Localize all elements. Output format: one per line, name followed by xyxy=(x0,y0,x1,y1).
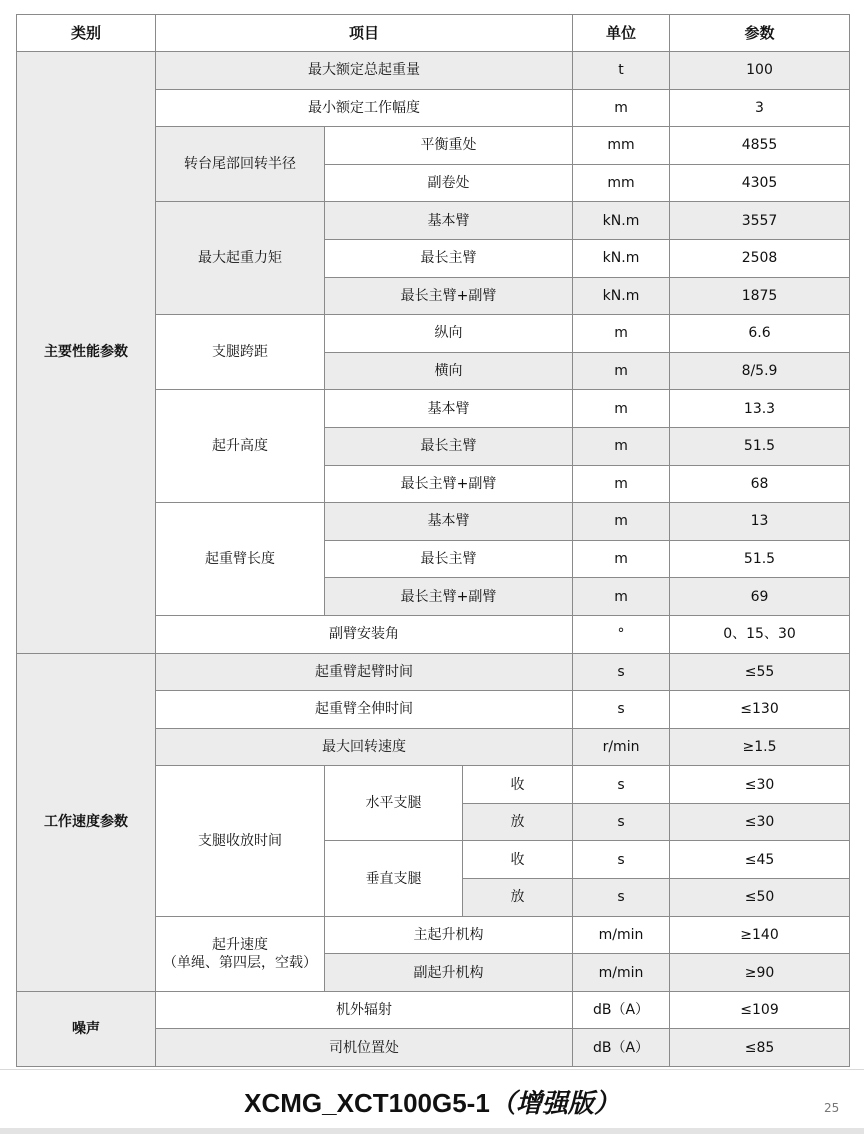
unit-cell: m xyxy=(573,578,670,616)
unit-cell: m/min xyxy=(573,954,670,992)
unit-cell: s xyxy=(573,879,670,917)
unit-cell: m xyxy=(573,89,670,127)
unit-cell: r/min xyxy=(573,728,670,766)
value-cell: ≥90 xyxy=(670,954,850,992)
category-noise: 噪声 xyxy=(17,991,156,1066)
footer-divider xyxy=(0,1069,864,1070)
unit-cell: m xyxy=(573,427,670,465)
value-cell: 13 xyxy=(670,503,850,541)
item-cell: 最大回转速度 xyxy=(156,728,573,766)
value-cell: 3557 xyxy=(670,202,850,240)
item-cell: 最大额定总起重量 xyxy=(156,52,573,90)
unit-cell: kN.m xyxy=(573,239,670,277)
value-cell: ≥140 xyxy=(670,916,850,954)
unit-cell: m xyxy=(573,540,670,578)
unit-cell: dB（A） xyxy=(573,991,670,1029)
unit-cell: kN.m xyxy=(573,277,670,315)
value-cell: ≤50 xyxy=(670,879,850,917)
value-cell: ≤109 xyxy=(670,991,850,1029)
header-unit: 单位 xyxy=(573,15,670,52)
category-main: 主要性能参数 xyxy=(17,52,156,654)
unit-cell: mm xyxy=(573,164,670,202)
group-cell: 起重臂长度 xyxy=(156,503,325,616)
item-cell: 机外辐射 xyxy=(156,991,573,1029)
item-cell: 副臂安装角 xyxy=(156,615,573,653)
value-cell: 1875 xyxy=(670,277,850,315)
item-cell: 最长主臂+副臂 xyxy=(325,578,573,616)
value-cell: 3 xyxy=(670,89,850,127)
footer-title xyxy=(0,1083,864,1120)
unit-cell: m xyxy=(573,315,670,353)
unit-cell: ° xyxy=(573,615,670,653)
footer-model: XCMG_XCT100G5-1 xyxy=(244,1088,490,1118)
unit-cell: s xyxy=(573,803,670,841)
value-cell: 51.5 xyxy=(670,540,850,578)
item-cell: 副卷处 xyxy=(325,164,573,202)
unit-cell: s xyxy=(573,691,670,729)
header-item: 项目 xyxy=(156,15,573,52)
item-cell: 基本臂 xyxy=(325,390,573,428)
item-cell: 起重臂起臂时间 xyxy=(156,653,573,691)
value-cell: ≤85 xyxy=(670,1029,850,1067)
value-cell: 4855 xyxy=(670,127,850,165)
table-row xyxy=(17,991,850,1029)
unit-cell: kN.m xyxy=(573,202,670,240)
value-cell: ≤45 xyxy=(670,841,850,879)
group-cell: 支腿收放时间 xyxy=(156,766,325,916)
unit-cell: m xyxy=(573,503,670,541)
item-cell: 主起升机构 xyxy=(325,916,573,954)
unit-cell: s xyxy=(573,841,670,879)
value-cell: 100 xyxy=(670,52,850,90)
item-cell: 放 xyxy=(463,879,573,917)
group-cell: 支腿跨距 xyxy=(156,315,325,390)
value-cell: 0、15、30 xyxy=(670,615,850,653)
item-cell: 最长主臂 xyxy=(325,540,573,578)
item-cell: 放 xyxy=(463,803,573,841)
item-cell: 收 xyxy=(463,841,573,879)
value-cell: ≤30 xyxy=(670,803,850,841)
hoist-speed-note: （单绳、第四层，空载） xyxy=(163,954,317,971)
value-cell: 2508 xyxy=(670,239,850,277)
value-cell: ≥1.5 xyxy=(670,728,850,766)
item-cell: 平衡重处 xyxy=(325,127,573,165)
item-cell: 司机位置处 xyxy=(156,1029,573,1067)
item-cell: 最长主臂+副臂 xyxy=(325,277,573,315)
unit-cell: dB（A） xyxy=(573,1029,670,1067)
group-cell: 最大起重力矩 xyxy=(156,202,325,315)
bottom-strip xyxy=(0,1128,864,1134)
value-cell: 13.3 xyxy=(670,390,850,428)
value-cell: ≤30 xyxy=(670,766,850,804)
header-param: 参数 xyxy=(670,15,850,52)
footer-edition: （增强版） xyxy=(489,1088,620,1118)
item-cell: 最小额定工作幅度 xyxy=(156,89,573,127)
subgroup-cell: 垂直支腿 xyxy=(325,841,463,916)
hoist-speed-label: 起升速度 xyxy=(212,936,268,953)
item-cell: 副起升机构 xyxy=(325,954,573,992)
item-cell: 横向 xyxy=(325,352,573,390)
table-row xyxy=(17,52,850,90)
group-cell xyxy=(156,916,325,991)
unit-cell: m xyxy=(573,390,670,428)
value-cell: 51.5 xyxy=(670,427,850,465)
item-cell: 基本臂 xyxy=(325,202,573,240)
unit-cell: m/min xyxy=(573,916,670,954)
category-speed: 工作速度参数 xyxy=(17,653,156,991)
header-category: 类别 xyxy=(17,15,156,52)
item-cell: 最长主臂 xyxy=(325,427,573,465)
unit-cell: mm xyxy=(573,127,670,165)
unit-cell: s xyxy=(573,766,670,804)
item-cell: 纵向 xyxy=(325,315,573,353)
subgroup-cell: 水平支腿 xyxy=(325,766,463,841)
item-cell: 起重臂全伸时间 xyxy=(156,691,573,729)
value-cell: ≤55 xyxy=(670,653,850,691)
unit-cell: t xyxy=(573,52,670,90)
unit-cell: m xyxy=(573,465,670,503)
item-cell: 最长主臂+副臂 xyxy=(325,465,573,503)
value-cell: 8/5.9 xyxy=(670,352,850,390)
value-cell: 69 xyxy=(670,578,850,616)
value-cell: ≤130 xyxy=(670,691,850,729)
item-cell: 基本臂 xyxy=(325,503,573,541)
item-cell: 收 xyxy=(463,766,573,804)
value-cell: 6.6 xyxy=(670,315,850,353)
unit-cell: m xyxy=(573,352,670,390)
unit-cell: s xyxy=(573,653,670,691)
page-number: 25 xyxy=(824,1101,840,1115)
group-cell: 起升高度 xyxy=(156,390,325,503)
value-cell: 68 xyxy=(670,465,850,503)
table-row xyxy=(17,653,850,691)
value-cell: 4305 xyxy=(670,164,850,202)
item-cell: 最长主臂 xyxy=(325,239,573,277)
group-cell: 转台尾部回转半径 xyxy=(156,127,325,202)
spec-table xyxy=(16,14,850,1067)
header-row xyxy=(17,15,850,52)
